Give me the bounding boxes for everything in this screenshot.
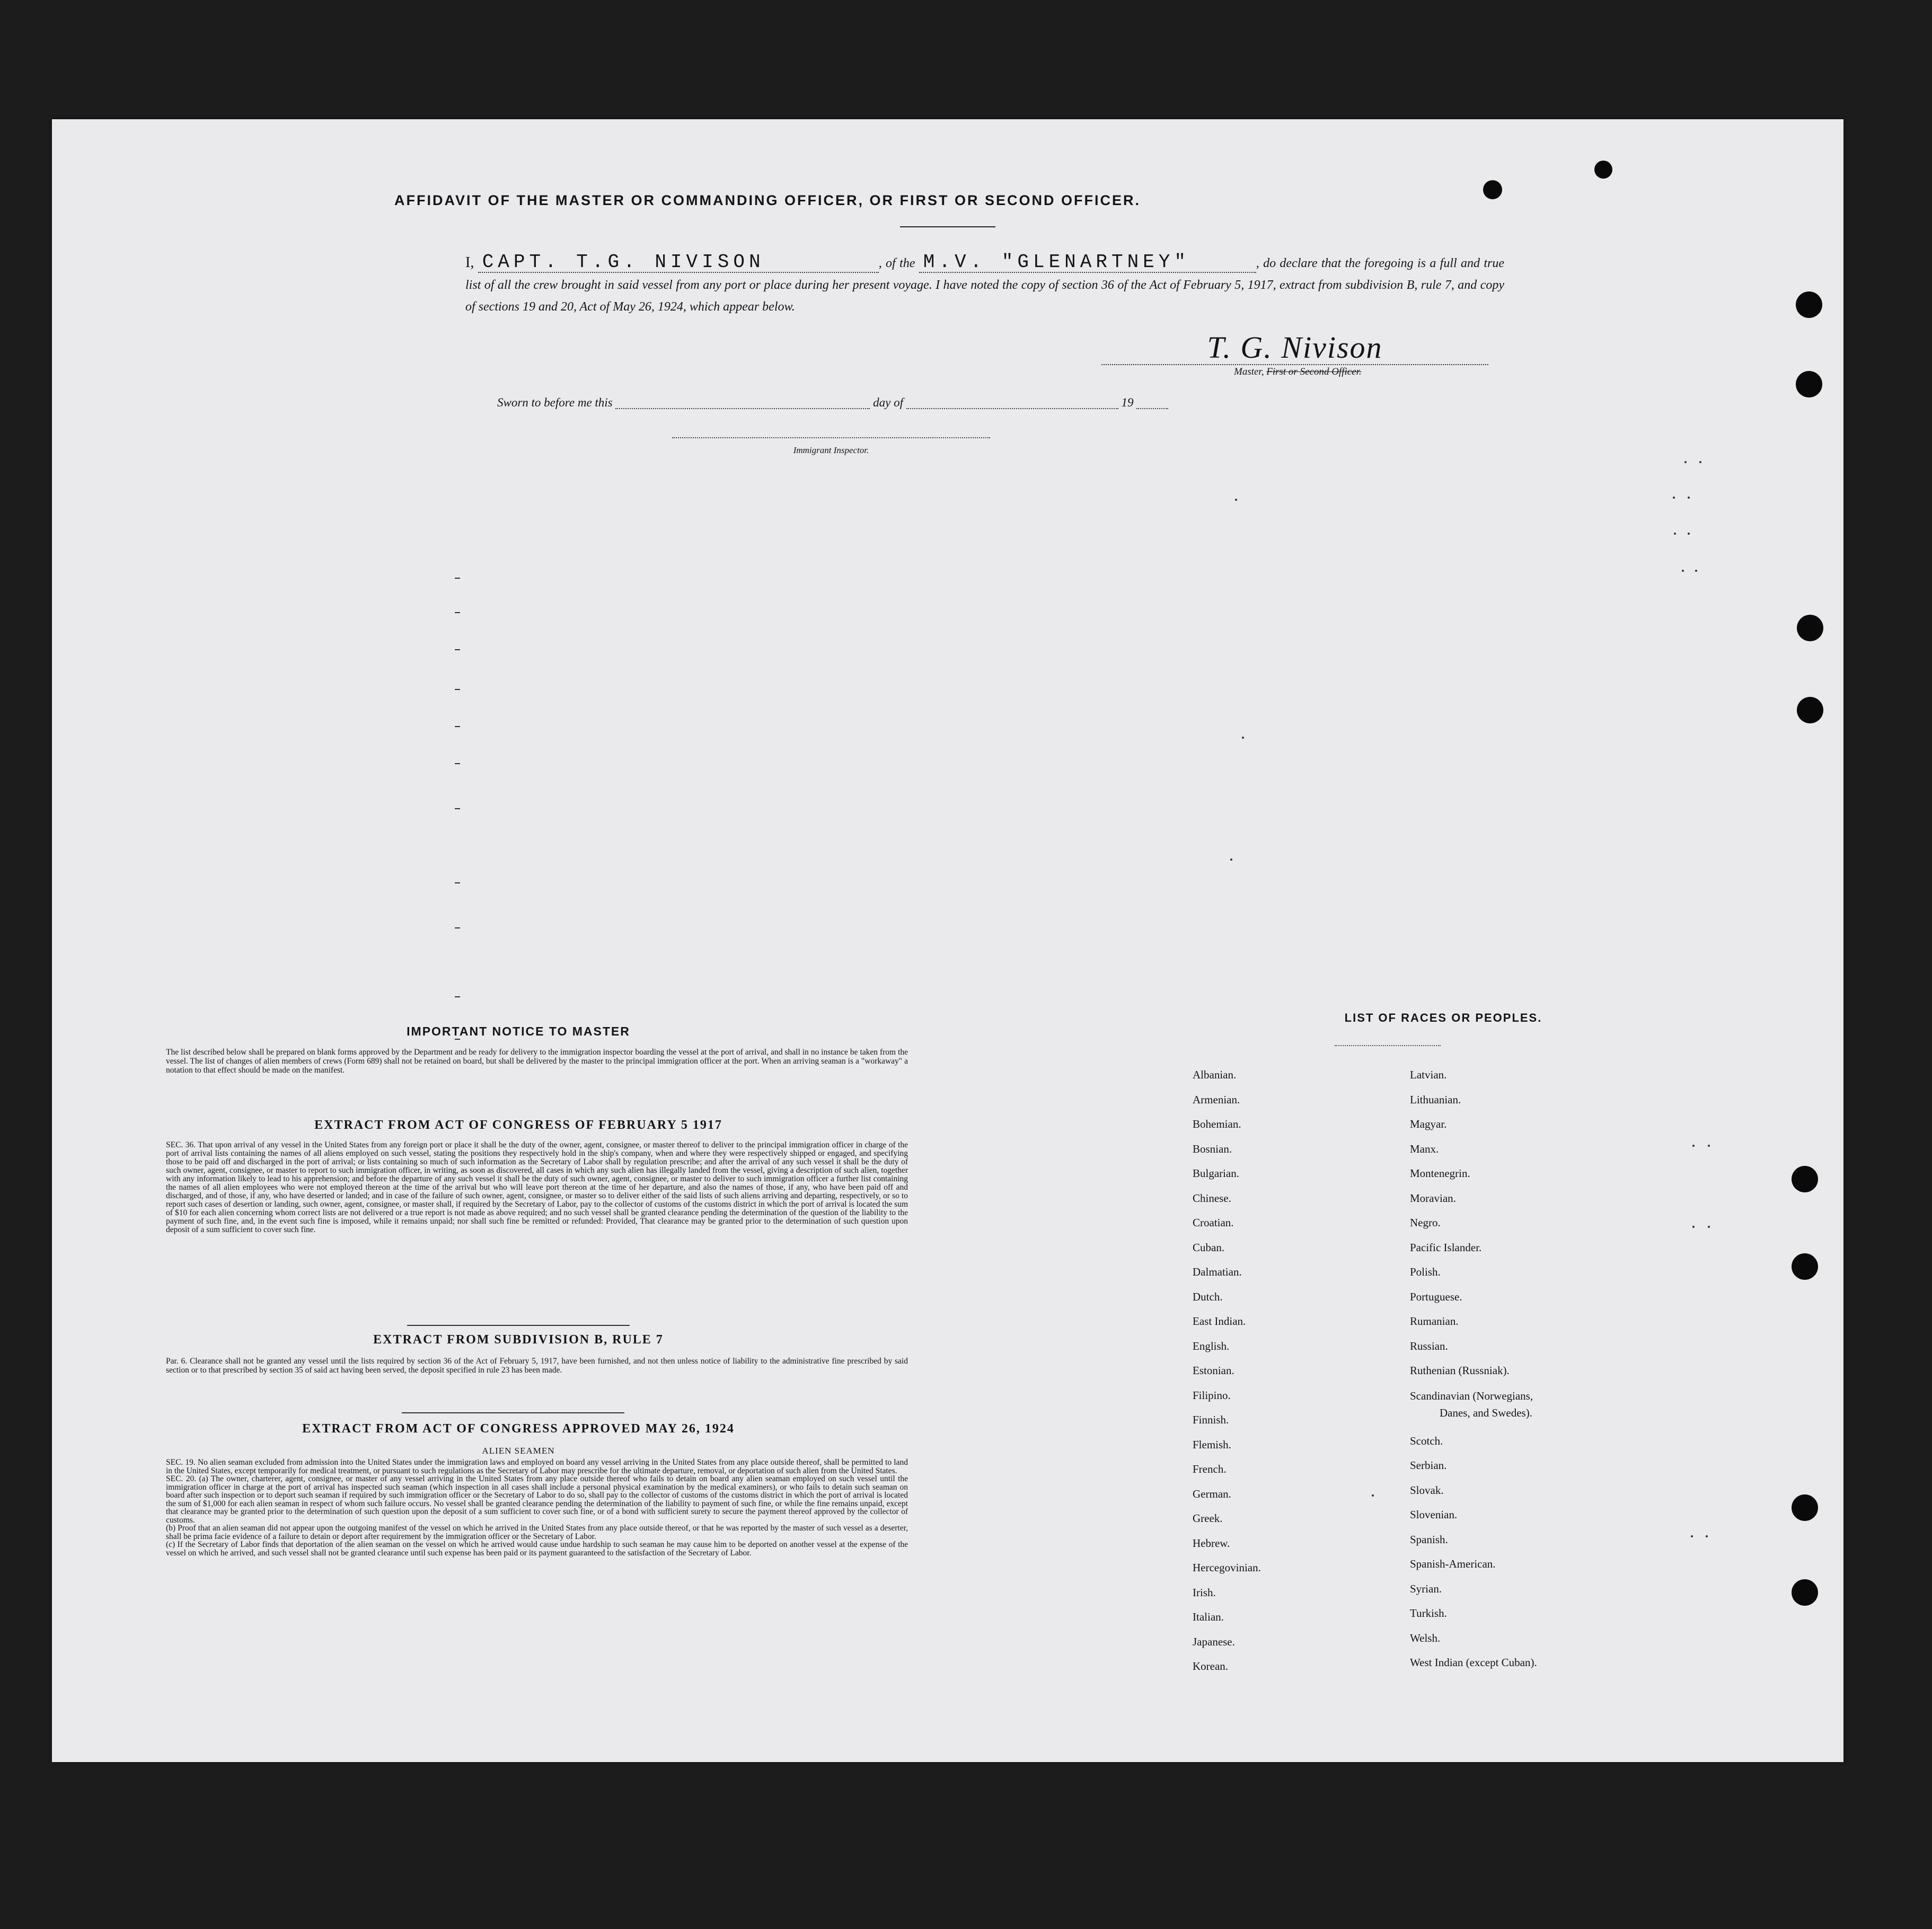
- form-tick-mark: [455, 1039, 460, 1040]
- speck: [1688, 533, 1690, 535]
- extract-1917-title: EXTRACT FROM ACT OF CONGRESS OF FEBRUARY 5 1917: [314, 1118, 722, 1132]
- form-tick-mark: [455, 996, 460, 997]
- speck: [1692, 1145, 1695, 1147]
- speck: [1708, 1145, 1710, 1147]
- race-item: Russian.: [1410, 1339, 1448, 1352]
- year-label: 19: [1121, 396, 1134, 409]
- extract-1924-title: EXTRACT FROM ACT OF CONGRESS APPROVED MAY 26, 1924: [302, 1422, 735, 1436]
- race-item: Flemish.: [1193, 1438, 1231, 1451]
- form-tick-mark: [455, 882, 460, 883]
- declaration-paragraph: [465, 252, 1504, 318]
- form-tick-mark: [455, 689, 460, 690]
- race-item: Bosnian.: [1193, 1142, 1232, 1155]
- punch-hole: [1594, 161, 1612, 179]
- speck: [1673, 497, 1675, 499]
- race-item: Estonian.: [1193, 1364, 1234, 1377]
- inspector-signature-line: [672, 437, 990, 438]
- race-item: German.: [1193, 1487, 1231, 1500]
- section-divider: [402, 1412, 624, 1413]
- speck: [1682, 570, 1684, 572]
- punch-hole: [1792, 1253, 1818, 1280]
- speck: [1230, 859, 1232, 861]
- race-item: Greek.: [1193, 1512, 1223, 1525]
- speck: [1688, 497, 1690, 499]
- race-item: Pacific Islander.: [1410, 1241, 1482, 1254]
- document-sheet: [52, 119, 1843, 1762]
- race-item: Spanish.: [1410, 1533, 1448, 1546]
- punch-hole: [1792, 1166, 1818, 1192]
- notice-text: The list described below shall be prepared on blank forms approved by the Department and be ready for delivery to the immigration inspector boarding the vessel at the port of arrival, and shall in no instance be taken from the vessel. The list of changes of alien members of crews (Form 689) shall not be retained on board, but shall be delivered by the master to the principal immigration officer at the port. When an arriving seaman is a "workaway" a notation to that effect should be made on the manifest.: [166, 1048, 908, 1075]
- race-item: Italian.: [1193, 1611, 1224, 1623]
- extract-1924-subtitle: ALIEN SEAMEN: [482, 1446, 555, 1456]
- punch-hole: [1792, 1494, 1818, 1521]
- punch-hole: [1797, 697, 1823, 723]
- race-item: Filipino.: [1193, 1388, 1231, 1402]
- punch-hole: [1483, 180, 1502, 199]
- race-item: Polish.: [1410, 1266, 1441, 1278]
- race-item: Moravian.: [1410, 1191, 1456, 1205]
- form-tick-mark: [455, 649, 460, 650]
- race-item: East Indian.: [1193, 1315, 1246, 1328]
- sworn-month-blank: [906, 399, 1118, 409]
- speck: [1692, 1226, 1695, 1228]
- speck: [1699, 461, 1701, 463]
- extract-rule7-title: EXTRACT FROM SUBDIVISION B, RULE 7: [373, 1333, 664, 1347]
- punch-hole: [1796, 291, 1822, 318]
- sworn-line: [497, 396, 1168, 410]
- race-item: Montenegrin.: [1410, 1167, 1470, 1180]
- master-signature: T. G. Nivison: [1101, 331, 1488, 365]
- race-item: Hebrew.: [1193, 1536, 1230, 1550]
- race-item: English.: [1193, 1339, 1230, 1352]
- punch-hole: [1796, 371, 1822, 397]
- signature-caption-struck: First or Second Officer.: [1266, 366, 1362, 377]
- form-tick-mark: [455, 578, 460, 579]
- speck: [1372, 1494, 1374, 1497]
- race-item: Hercegovinian.: [1193, 1561, 1261, 1574]
- form-tick-mark: [455, 808, 460, 809]
- race-item: Dalmatian.: [1193, 1266, 1242, 1278]
- race-item: Albanian.: [1193, 1068, 1237, 1081]
- form-tick-mark: [455, 726, 460, 727]
- race-item: Bulgarian.: [1193, 1167, 1240, 1180]
- sworn-label: Sworn to before me this: [497, 396, 613, 409]
- race-item: Korean.: [1193, 1660, 1229, 1673]
- speck: [1242, 737, 1244, 739]
- race-item: Serbian.: [1410, 1459, 1447, 1472]
- speck: [1708, 1226, 1710, 1228]
- races-title-rule: [1335, 1045, 1441, 1046]
- race-item: Cuban.: [1193, 1241, 1225, 1254]
- race-item: Scotch.: [1410, 1434, 1443, 1447]
- speck: [1706, 1535, 1708, 1537]
- form-tick-mark: [455, 763, 460, 764]
- races-column-1: [1193, 1063, 1415, 1679]
- title-underline: [900, 226, 995, 227]
- signature-caption: [1234, 366, 1362, 378]
- sec-20a-paragraph: SEC. 20. (a) The owner, charterer, agent, consignee, or master of any vessel arriving in the United States from any place outside thereof who fails to detain on board any alien seaman employed on such vessel until the immigration officer in charge at the port of arrival has inspected such seaman (which inspection in all cases shall include a personal physical examination by the medical examiners), or who fails to detain such seaman on board after such inspection or to deport such seaman if required by such immigration officer or the Secretary of Labor to do so, shall pay to the collector of customs of the customs district in which the port of arrival is located the sum of $1,000 for each alien seaman in respect of whom such failure occurs. No vessel shall be granted clearance pending the determination of the liability to payment of such fine, or while the fine remains unpaid, except that clearance may be granted prior to the determination of such question upon the deposit of a sum sufficient to cover such fine, or of a bond with sufficient surety to secure the payment thereof approved by the collector of customs.: [166, 1474, 908, 1525]
- do-declare-label: , do declare: [1256, 256, 1318, 270]
- speck: [1674, 533, 1676, 535]
- declaration-lead: I,: [465, 254, 474, 271]
- race-item: Magyar.: [1410, 1118, 1447, 1130]
- section-divider: [407, 1325, 630, 1326]
- form-tick-mark: [455, 612, 460, 613]
- extract-1917-text: SEC. 36. That upon arrival of any vessel in the United States from any foreign port or place it shall be the duty of the owner, agent, consignee, or master thereof to deliver to the principal immigration officer in charge of the port of arrival lists containing the names of all aliens employed on such vessel, stating the positions they respectively hold in the ship's company, when and where they were respectively shipped or engaged, and specifying those to be paid off and discharged in the port of arrival; or lists containing so much of such information as the Secretary of Labor shall by regulation prescribe; and after the arrival of any such vessel it shall be the duty of such owner, agent, consignee, or master to report to such immigration officer, in writing, as soon as discovered, all cases in which any such alien has illegally landed from the vessel, giving a description of such alien, together with any information likely to lead to his apprehension; and before the departure of any such vessel it shall be the duty of such owner, agent, consignee, or master to deliver to such immigration officer a further list containing the names of all alien employees who were not employed thereon at the time of the arrival but who will leave port thereon at the time of her departure, and also the names of those, if any, who have been paid off and discharged, and of those, if any, who have deserted or landed; and in case of the failure of such owner, agent, consignee, or master so to deliver either of the said lists of such aliens arriving and departing, respectively, or so to report such cases of desertion or landing, such owner, agent, consignee, or master shall, if required by the Secretary of Labor, pay to the collector of customs of the customs district in which the port of arrival is located the sum of $10 for each alien concerning whom correct lists are not delivered or a true report is not made as above required; and no such vessel shall be granted clearance pending the determination of the question of the liability to the payment of such fine, and, in the event such fine is imposed, while it remains unpaid; nor shall such fine be remitted or refunded: Provided, That clearance may be granted prior to the determination of such question upon deposit of a sum sufficient to cover such fine.: [166, 1140, 908, 1234]
- race-item: Ruthenian (Russniak).: [1410, 1364, 1510, 1377]
- race-item: Turkish.: [1410, 1607, 1447, 1620]
- race-item: Finnish.: [1193, 1413, 1229, 1426]
- race-item: Latvian.: [1410, 1068, 1447, 1081]
- notice-title: IMPORTANT NOTICE TO MASTER: [407, 1024, 630, 1038]
- race-item: Manx.: [1410, 1142, 1439, 1155]
- vessel-name-field: M.V. "GLENARTNEY": [919, 253, 1256, 273]
- race-item: Lithuanian.: [1410, 1093, 1461, 1106]
- extract-1924-text: [166, 1458, 908, 1557]
- signature-caption-master: Master,: [1234, 366, 1264, 377]
- race-item: Rumanian.: [1410, 1315, 1459, 1328]
- speck: [1691, 1535, 1693, 1537]
- speck: [1695, 570, 1697, 572]
- race-item: Chinese.: [1193, 1191, 1231, 1205]
- sworn-year-blank: [1136, 399, 1168, 409]
- extract-rule7-text: Par. 6. Clearance shall not be granted any vessel until the lists required by section 36 of the Act of February 5, 1917, have been furnished, and not then unless notice of liability to the administrative fine prescribed by said section or to that prescribed by section 35 of said act having been served, the deposit specified in rule 23 has been made.: [166, 1357, 908, 1375]
- race-item: Slovak.: [1410, 1483, 1444, 1497]
- race-item: Croatian.: [1193, 1216, 1234, 1229]
- punch-hole: [1797, 615, 1823, 641]
- races-column-2: [1410, 1063, 1633, 1675]
- inspector-caption: Immigrant Inspector.: [793, 445, 869, 455]
- speck: [1684, 461, 1687, 463]
- affidavit-title: AFFIDAVIT OF THE MASTER OR COMMANDING OFFICER, OR FIRST OR SECOND OFFICER.: [394, 192, 1141, 208]
- race-item-line-1: Scandinavian (Norwegians,: [1410, 1389, 1533, 1402]
- race-item: Portuguese.: [1410, 1290, 1462, 1303]
- races-title: LIST OF RACES OR PEOPLES.: [1344, 1011, 1542, 1024]
- day-of-label: day of: [873, 396, 903, 409]
- punch-hole: [1792, 1579, 1818, 1606]
- race-item: French.: [1193, 1463, 1227, 1475]
- sec-20c-paragraph: (c) If the Secretary of Labor finds that deportation of the alien seaman on the vessel on which he arrived would cause undue hardship to such seaman he may cause him to be deported on another vessel at the expense of the vessel on which he arrived, and such vessel shall not be granted clearance until such expense has been paid or its payment guaranteed to the satisfaction of the Secretary of Labor.: [166, 1540, 908, 1558]
- speck: [1235, 499, 1237, 501]
- race-item: Bohemian.: [1193, 1118, 1241, 1130]
- race-item: Spanish-American.: [1410, 1558, 1496, 1570]
- race-item: Japanese.: [1193, 1635, 1235, 1648]
- race-item: Welsh.: [1410, 1631, 1441, 1644]
- race-item: West Indian (except Cuban).: [1410, 1656, 1537, 1669]
- race-item: Irish.: [1193, 1586, 1216, 1599]
- race-item: [1410, 1383, 1633, 1429]
- sworn-day-blank: [615, 399, 870, 409]
- sec-20b-paragraph: (b) Proof that an alien seaman did not appear upon the outgoing manifest of the vessel on which he arrived in the United States from any place outside thereof, or that he was reported by the master of such vessel as a deserter, shall be prima facie evidence of a failure to detain or deport after requirement by the immigration officer or the Secretary of Labor.: [166, 1524, 908, 1541]
- race-item-line-2: Danes, and Swedes).: [1440, 1406, 1532, 1419]
- master-name-field: CAPT. T.G. NIVISON: [478, 253, 879, 273]
- of-the-label: , of the: [878, 256, 915, 270]
- declaration-text: that the foregoing is a full and true list of all the crew brought in said vessel from any port or place during her present voyage. I have noted the copy of section 36 of the Act of February 5, 1917, extract from subdivision B, rule 7, and copy of sections 19 and 20, Act of May 26, 1924, which appear below.: [465, 256, 1505, 314]
- race-item: Slovenian.: [1410, 1508, 1458, 1521]
- race-item: Negro.: [1410, 1216, 1441, 1229]
- race-item: Dutch.: [1193, 1290, 1223, 1303]
- form-tick-mark: [455, 927, 460, 928]
- race-item: Syrian.: [1410, 1582, 1442, 1595]
- race-item: Armenian.: [1193, 1093, 1240, 1106]
- sec-19-paragraph: SEC. 19. No alien seaman excluded from admission into the United States under the immigration laws and employed on board any vessel arriving in the United States from any place outside thereof, shall be permitted to land in the United States, except temporarily for medical treatment, or pursuant to such regulations as the Secretary of Labor may prescribe for the ultimate departure, removal, or deportation of such alien from the United States.: [166, 1458, 908, 1475]
